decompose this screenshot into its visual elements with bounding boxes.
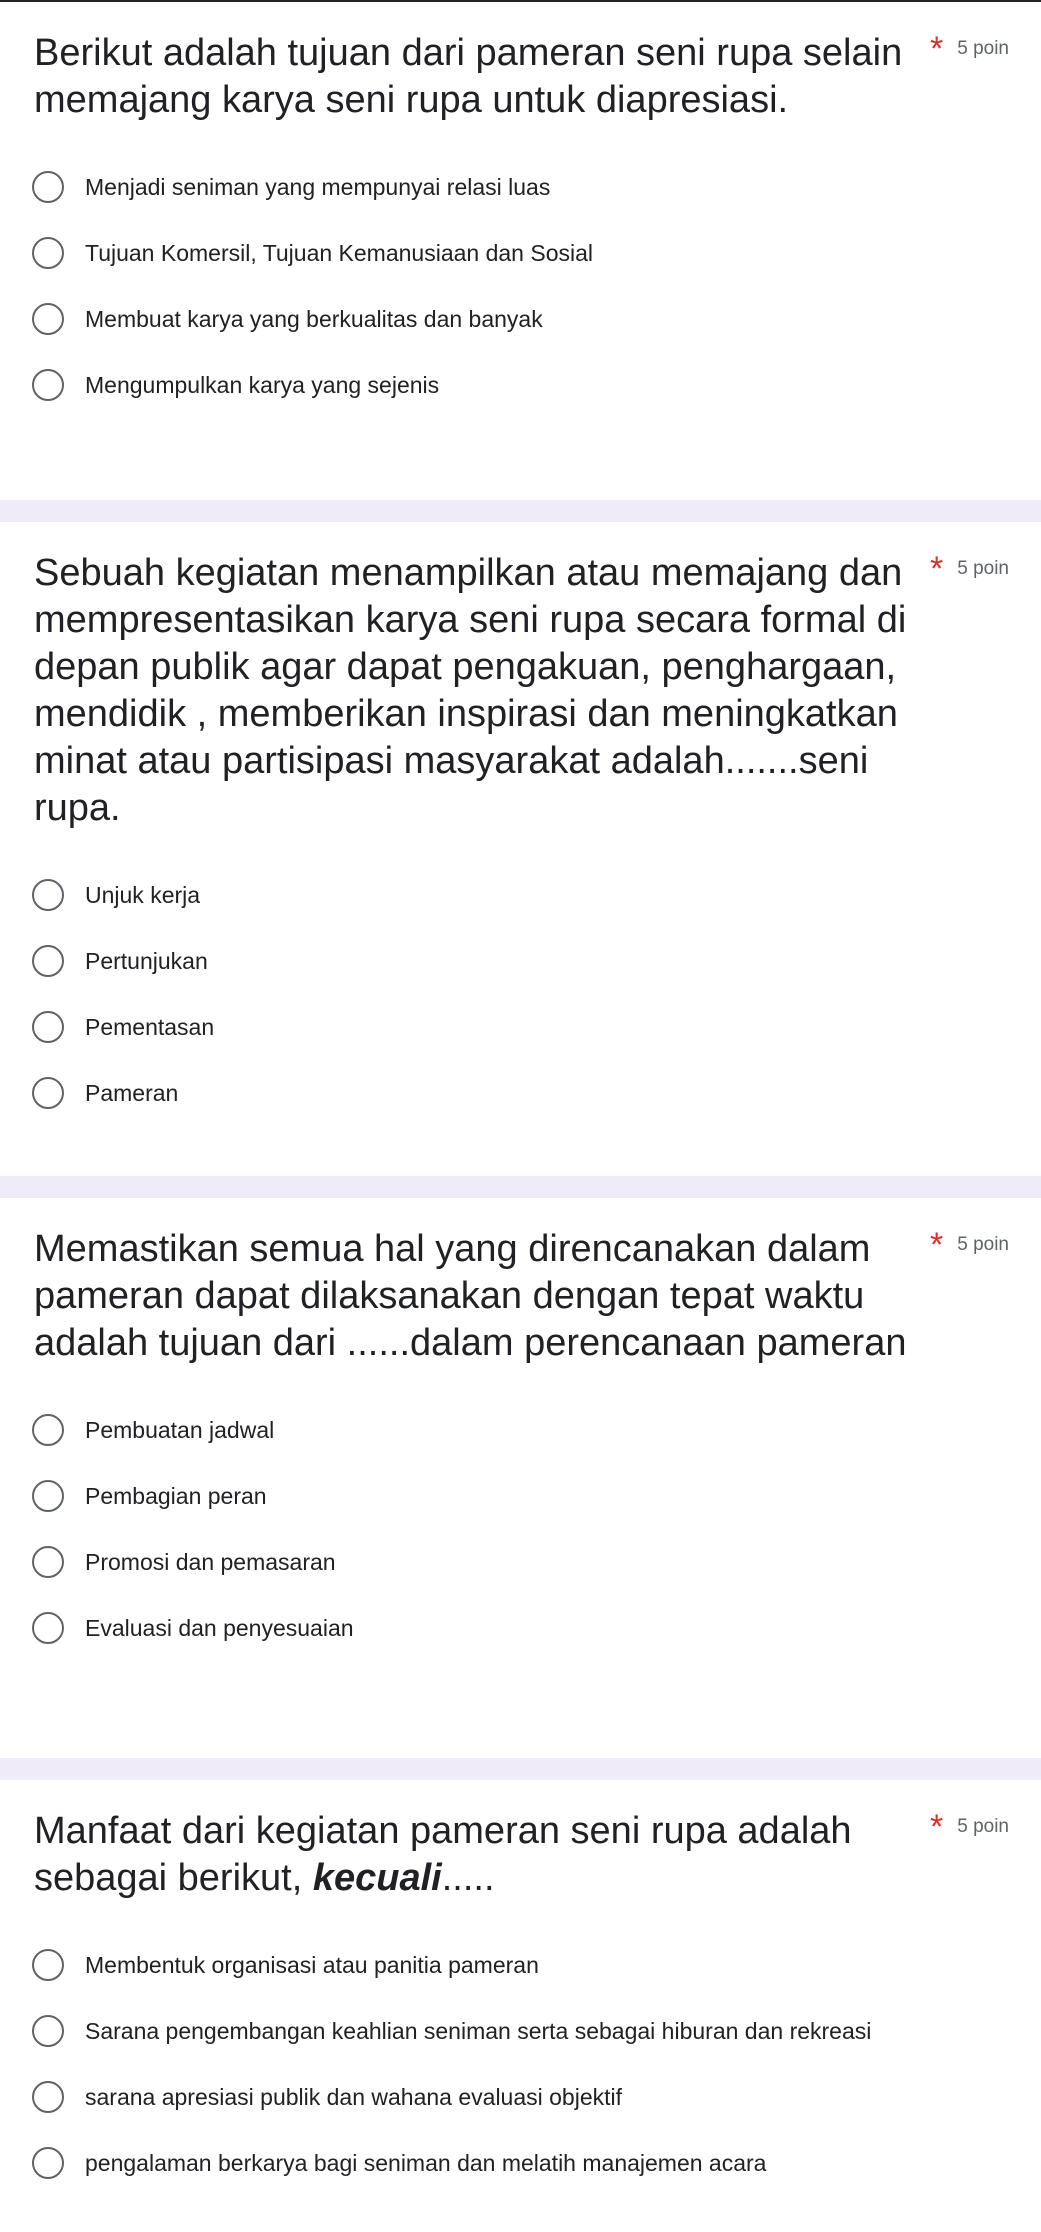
radio-circle-icon[interactable] bbox=[32, 1480, 64, 1512]
required-asterisk: * bbox=[929, 30, 944, 68]
option-radio[interactable] bbox=[0, 862, 1041, 928]
points-label: 5 poin bbox=[957, 1234, 1009, 1255]
question-title: Memastikan semua hal yang direncanakan dalam pameran dapat dilaksanakan dengan tepat waktu adalah tujuan dari ......dalam perencanaan pameran bbox=[34, 1228, 907, 1364]
radio-circle-icon[interactable] bbox=[32, 1612, 64, 1644]
required-asterisk: * bbox=[929, 550, 944, 588]
radio-circle-icon[interactable] bbox=[32, 237, 64, 269]
option-label: Pembagian peran bbox=[85, 1483, 267, 1509]
option-radio[interactable] bbox=[0, 2064, 1041, 2130]
option-label: Unjuk kerja bbox=[85, 882, 201, 908]
option-radio[interactable] bbox=[0, 286, 1041, 352]
option-label: Evaluasi dan penyesuaian bbox=[85, 1615, 354, 1641]
option-radio[interactable] bbox=[0, 1595, 1041, 1661]
question-title-emphasis: kecuali bbox=[312, 1857, 442, 1899]
option-label: Sarana pengembangan keahlian seniman serta sebagai hiburan dan rekreasi bbox=[85, 2018, 872, 2044]
radio-circle-icon[interactable] bbox=[32, 303, 64, 335]
option-label: Pertunjukan bbox=[85, 948, 208, 974]
radio-circle-icon[interactable] bbox=[32, 1414, 64, 1446]
question-card-3 bbox=[0, 1198, 1041, 1758]
option-radio[interactable] bbox=[0, 1397, 1041, 1463]
required-asterisk: * bbox=[929, 1226, 944, 1264]
question-title: Sebuah kegiatan menampilkan atau memajang dan mempresentasikan karya seni rupa secara formal di depan publik agar dapat pengakuan, penghargaan, mendidik , memberikan inspirasi dan meningkatkan minat atau partisipasi masyarakat adalah.......seni rupa. bbox=[34, 552, 907, 829]
radio-circle-icon[interactable] bbox=[32, 171, 64, 203]
points-label: 5 poin bbox=[957, 558, 1009, 579]
option-radio[interactable] bbox=[0, 2130, 1041, 2196]
option-label: Mengumpulkan karya yang sejenis bbox=[85, 372, 440, 398]
radio-circle-icon[interactable] bbox=[32, 879, 64, 911]
question-card-1 bbox=[0, 2, 1041, 500]
option-label: sarana apresiasi publik dan wahana evaluasi objektif bbox=[85, 2084, 623, 2110]
radio-circle-icon[interactable] bbox=[32, 1546, 64, 1578]
radio-circle-icon[interactable] bbox=[32, 1077, 64, 1109]
option-label: Promosi dan pemasaran bbox=[85, 1549, 336, 1575]
radio-circle-icon[interactable] bbox=[32, 2147, 64, 2179]
question-title-text: Manfaat dari kegiatan pameran seni rupa adalah sebagai berikut, bbox=[34, 1810, 852, 1899]
points-label: 5 poin bbox=[957, 38, 1009, 59]
option-label: pengalaman berkarya bagi seniman dan melatih manajemen acara bbox=[85, 2150, 767, 2176]
option-radio[interactable] bbox=[0, 928, 1041, 994]
radio-circle-icon[interactable] bbox=[32, 369, 64, 401]
radio-circle-icon[interactable] bbox=[32, 2081, 64, 2113]
option-label: Tujuan Komersil, Tujuan Kemanusiaan dan Sosial bbox=[85, 240, 593, 266]
option-radio[interactable] bbox=[0, 1463, 1041, 1529]
option-label: Pembuatan jadwal bbox=[85, 1417, 275, 1443]
option-radio[interactable] bbox=[0, 994, 1041, 1060]
option-radio[interactable] bbox=[0, 352, 1041, 418]
question-title: Berikut adalah tujuan dari pameran seni rupa selain memajang karya seni rupa untuk diapresiasi. bbox=[34, 32, 903, 121]
question-card-2 bbox=[0, 522, 1041, 1176]
option-radio[interactable] bbox=[0, 220, 1041, 286]
option-radio[interactable] bbox=[0, 1060, 1041, 1126]
question-title-ellipsis: ..... bbox=[441, 1857, 495, 1899]
option-radio[interactable] bbox=[0, 154, 1041, 220]
option-radio[interactable] bbox=[0, 1998, 1041, 2064]
option-label: Membentuk organisasi atau panitia pameran bbox=[85, 1952, 539, 1978]
radio-circle-icon[interactable] bbox=[32, 1949, 64, 1981]
question-card-4 bbox=[0, 1780, 1041, 2232]
option-label: Menjadi seniman yang mempunyai relasi luas bbox=[85, 174, 551, 200]
required-asterisk: * bbox=[929, 1808, 944, 1846]
points-label: 5 poin bbox=[957, 1816, 1009, 1837]
option-radio[interactable] bbox=[0, 1932, 1041, 1998]
option-radio[interactable] bbox=[0, 1529, 1041, 1595]
option-label: Pementasan bbox=[85, 1014, 215, 1040]
radio-circle-icon[interactable] bbox=[32, 2015, 64, 2047]
question-title bbox=[34, 1808, 914, 1902]
radio-circle-icon[interactable] bbox=[32, 945, 64, 977]
option-label: Pameran bbox=[85, 1080, 179, 1106]
option-label: Membuat karya yang berkualitas dan banyak bbox=[85, 306, 543, 332]
radio-circle-icon[interactable] bbox=[32, 1011, 64, 1043]
